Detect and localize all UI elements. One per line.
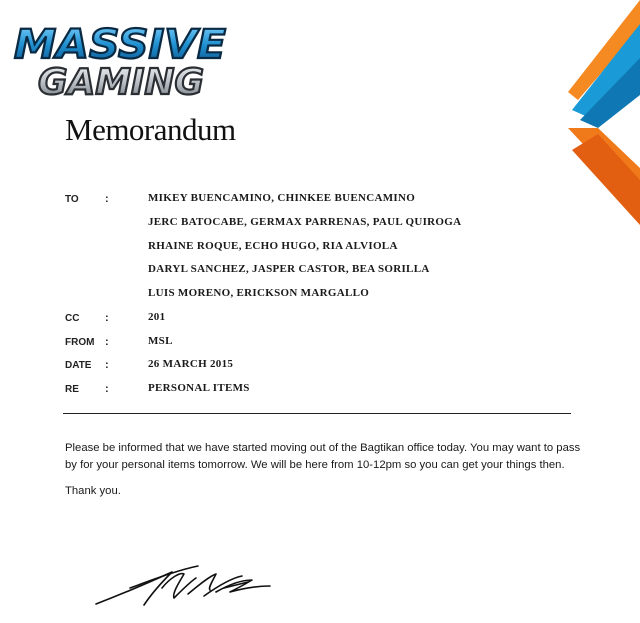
to-recipients-line-1: MIKEY BUENCAMINO, CHINKEE BUENCAMINO bbox=[148, 192, 416, 204]
to-recipients-line-2: JERC BATOCABE, GERMAX PARRENAS, PAUL QUIROGA bbox=[148, 216, 462, 228]
re-label: RE bbox=[65, 384, 79, 395]
re-colon: : bbox=[105, 383, 109, 395]
body-paragraph: Please be informed that we have started moving out of the Bagtikan office today. You may want to pass by for your personal items tomorrow. We will be here from 10-12pm so you can get your things then. bbox=[65, 442, 581, 472]
massive-gaming-logo bbox=[8, 8, 234, 100]
memo-title: Memorandum bbox=[65, 112, 236, 147]
logo-text-top: MASSIVE bbox=[14, 22, 226, 68]
closing-text: Thank you. bbox=[65, 484, 121, 497]
logo-text-bottom: GAMING bbox=[38, 62, 204, 100]
to-label: TO bbox=[65, 194, 79, 205]
to-recipients-line-5: LUIS MORENO, ERICKSON MARGALLO bbox=[148, 287, 370, 299]
header-divider bbox=[63, 413, 571, 414]
handwritten-signature bbox=[92, 558, 274, 610]
to-recipients-line-4: DARYL SANCHEZ, JASPER CASTOR, BEA SORILLA bbox=[148, 263, 430, 275]
corner-accent-graphic bbox=[568, 0, 640, 225]
re-value: PERSONAL ITEMS bbox=[148, 382, 250, 394]
cc-colon: : bbox=[105, 312, 109, 324]
cc-label: CC bbox=[65, 313, 80, 324]
to-recipients-line-3: RHAINE ROQUE, ECHO HUGO, RIA ALVIOLA bbox=[148, 240, 398, 252]
date-label: DATE bbox=[65, 360, 92, 371]
from-label: FROM bbox=[65, 337, 95, 348]
memo-body bbox=[65, 440, 585, 508]
date-colon: : bbox=[105, 359, 109, 371]
from-value: MSL bbox=[148, 335, 173, 347]
from-colon: : bbox=[105, 336, 109, 348]
cc-value: 201 bbox=[148, 311, 166, 323]
date-value: 26 MARCH 2015 bbox=[148, 358, 234, 370]
to-colon: : bbox=[105, 193, 109, 205]
